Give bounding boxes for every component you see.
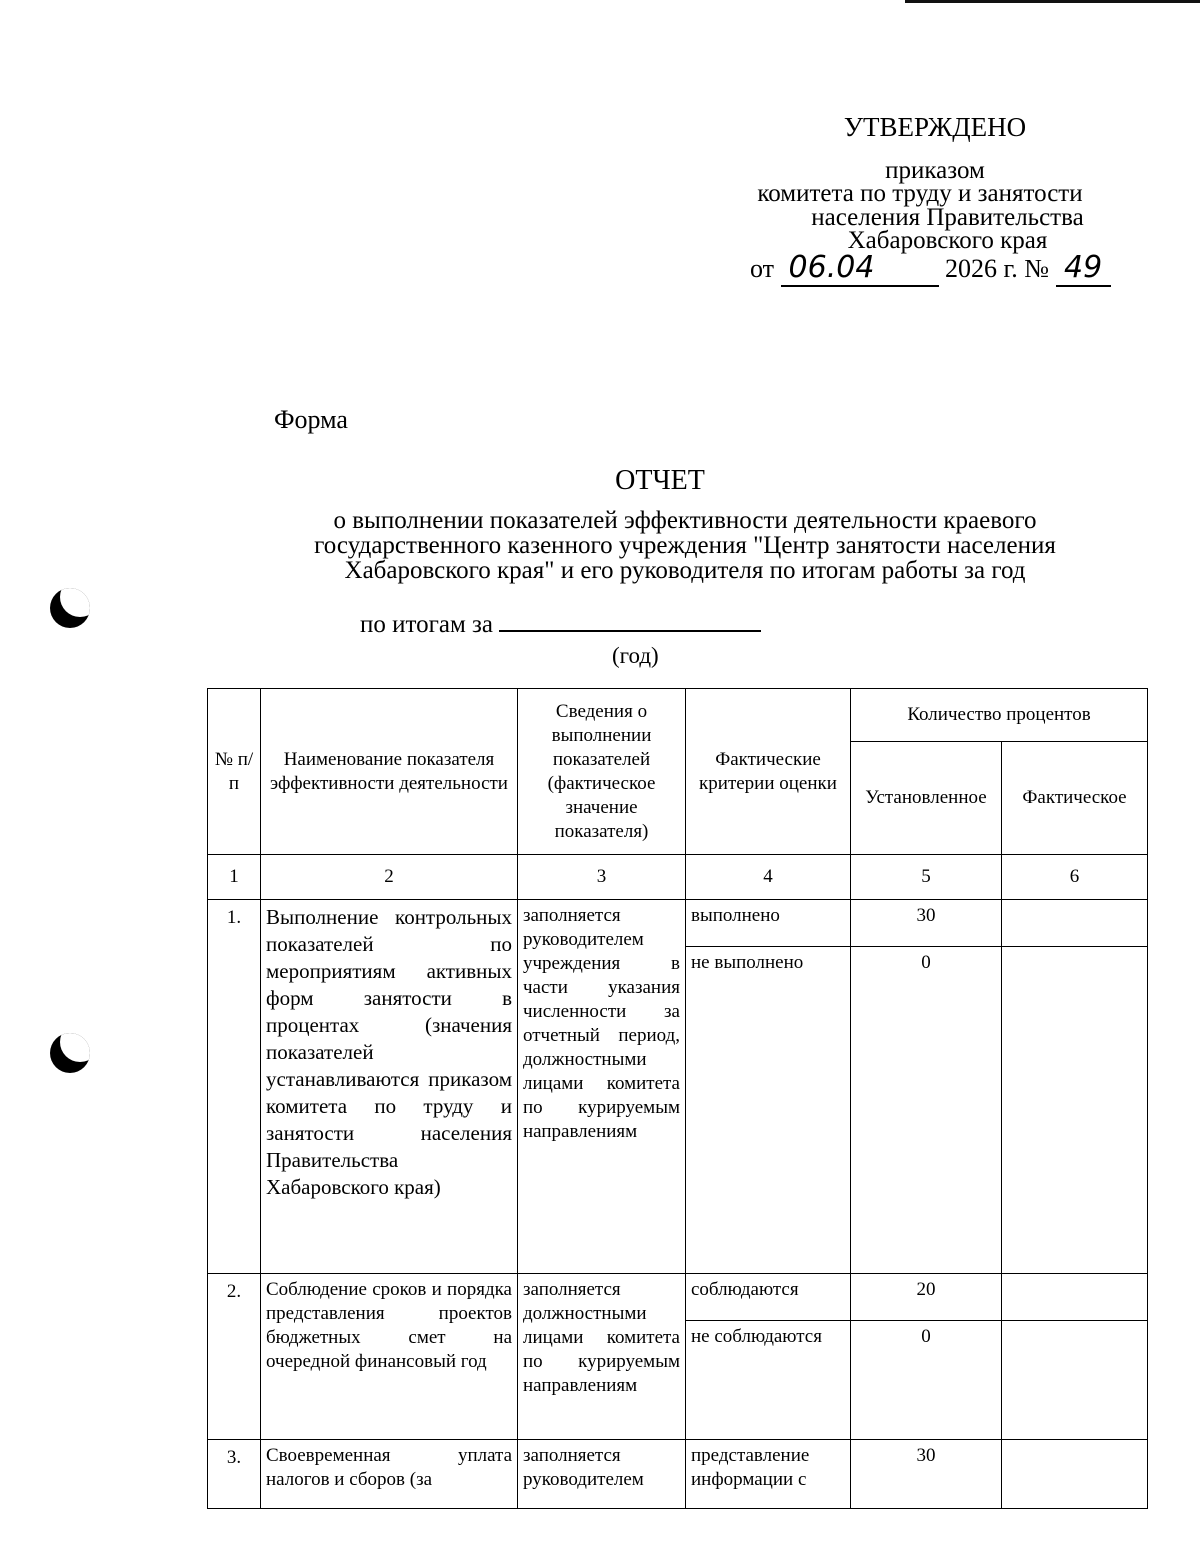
column-number: 5 [851, 855, 1002, 900]
row-info: заполняется руководителем [518, 1440, 686, 1509]
row-established: 20 [851, 1274, 1002, 1321]
row-actual [1002, 1274, 1148, 1321]
column-numbers-row [208, 855, 1148, 900]
header-established: Установленное [851, 742, 1002, 855]
row-established: 0 [851, 1321, 1002, 1440]
header-actual: Фактическое [1002, 742, 1148, 855]
column-number: 4 [686, 855, 851, 900]
report-subtitle [255, 508, 1115, 583]
top-edge-line [905, 0, 1200, 3]
period-blank [499, 610, 761, 632]
row-actual [1002, 947, 1148, 1274]
row-criterion: выполнено [686, 900, 851, 947]
row-info: заполняется руководителем учреждения в части указания численности за отчетный период, должностными лицами комитета по курируемым направлениям [518, 900, 686, 1274]
approval-line: населения Правительства [811, 204, 1084, 231]
row-actual [1002, 900, 1148, 947]
row-num: 2. [208, 1274, 261, 1440]
binder-hole-mark [50, 588, 90, 628]
table-row [208, 1440, 1148, 1509]
handwritten-number: 49 [1056, 250, 1111, 287]
approval-line: приказом [885, 157, 985, 184]
row-info: заполняется должностными лицами комитета по курируемым направлениям [518, 1274, 686, 1440]
row-criterion: соблюдаются [686, 1274, 851, 1321]
row-criterion: не соблюдаются [686, 1321, 851, 1440]
row-established: 0 [851, 947, 1002, 1274]
column-number: 3 [518, 855, 686, 900]
period-line [360, 610, 761, 639]
binder-hole-mark [50, 1033, 90, 1073]
row-actual [1002, 1440, 1148, 1509]
table-header-row [208, 689, 1148, 742]
header-percent-group: Количество процентов [851, 689, 1148, 742]
row-criterion: не выполнено [686, 947, 851, 1274]
row-name: Своевременная уплата налогов и сборов (за [261, 1440, 518, 1509]
report-subtitle-line: Хабаровского края" и его руководителя по итогам работы за год [344, 557, 1026, 584]
row-established: 30 [851, 1440, 1002, 1509]
approval-line: комитета по труду и занятости [757, 180, 1083, 207]
row-name: Выполнение контрольных показателей по мероприятиям активных форм занятости в процентах (значения показателей устанавливаются приказом комитета по труду и занятости населения Правительства Хабаровского края) [261, 900, 518, 1274]
row-num: 1. [208, 900, 261, 1274]
row-name: Соблюдение сроков и порядка представления проектов бюджетных смет на очередной финансовый год [261, 1274, 518, 1440]
table-row [208, 900, 1148, 947]
row-established: 30 [851, 900, 1002, 947]
period-label: по итогам за [360, 611, 493, 638]
period-caption: (год) [612, 643, 659, 668]
approval-title: УТВЕРЖДЕНО [843, 112, 1027, 142]
header-num: № п/п [208, 689, 261, 855]
row-criterion: представление информации с [686, 1440, 851, 1509]
year-number-text: 2026 г. № [945, 254, 1050, 283]
report-title: ОТЧЕТ [615, 465, 705, 496]
column-number: 2 [261, 855, 518, 900]
date-prefix: от [750, 254, 775, 283]
column-number: 1 [208, 855, 261, 900]
report-subtitle-line: о выполнении показателей эффективности деятельности краевого [333, 507, 1037, 534]
row-actual [1002, 1321, 1148, 1440]
form-label: Форма [274, 405, 348, 434]
handwritten-date: 06.04 [781, 250, 939, 287]
indicators-table [207, 688, 1148, 1509]
column-number: 6 [1002, 855, 1148, 900]
header-name: Наименование показателя эффективности деятельности [261, 689, 518, 855]
table-row [208, 1274, 1148, 1321]
row-num: 3. [208, 1440, 261, 1509]
approval-line: Хабаровского края [847, 227, 1048, 254]
report-subtitle-line: государственного казенного учреждения "Центр занятости населения [314, 532, 1056, 559]
approval-order-line [750, 250, 1111, 287]
header-criteria: Фактические критерии оценки [686, 689, 851, 855]
header-info: Сведения о выполнении показателей (фактическое значение показателя) [518, 689, 686, 855]
